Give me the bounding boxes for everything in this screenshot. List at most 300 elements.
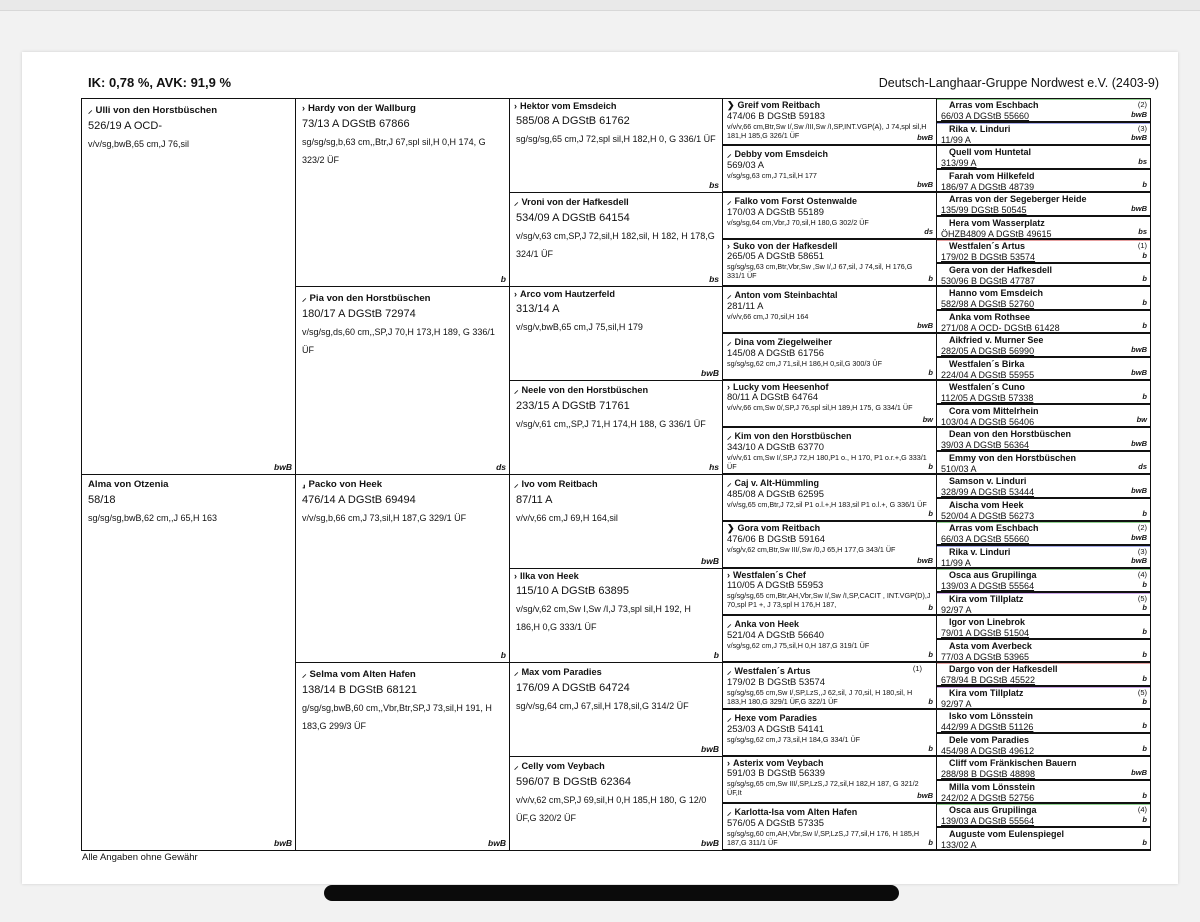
evaluation-tag: bwB — [917, 321, 933, 330]
dog-name — [949, 312, 1150, 323]
dog-name-text: Samson v. Linduri — [949, 476, 1027, 486]
dog-name-text: Asterix vom Veybach — [733, 758, 824, 768]
evaluation-tag: b — [713, 650, 719, 660]
registration-number: 80/11 A DGStB 64764 — [727, 391, 819, 402]
evaluation-tag: bwB — [1131, 556, 1147, 565]
pedigree-cell[interactable] — [509, 286, 723, 381]
pedigree-cell[interactable] — [936, 521, 1151, 546]
dog-name-text: Caj v. Alt-Hümmling — [734, 478, 820, 488]
dog-name-text: Rika v. Linduri — [949, 546, 1011, 557]
pedigree-cell[interactable] — [722, 521, 937, 569]
evaluation-tag: b — [928, 838, 933, 847]
pedigree-cell[interactable] — [509, 662, 723, 757]
dog-name-text: Greif vom Reitbach — [737, 100, 821, 110]
ancestor-number: (3) — [1137, 546, 1147, 556]
gender-symbol-icon: ⸝ — [727, 149, 732, 159]
registration-number: 39/03 A DGStB 56364 — [941, 440, 1030, 450]
pedigree-cell[interactable] — [936, 592, 1151, 617]
evaluation-tag: b — [1142, 791, 1147, 800]
pedigree-cell[interactable] — [936, 639, 1151, 664]
ancestor-number: (1) — [1137, 241, 1147, 250]
registration-number: 282/05 A DGStB 56990 — [941, 346, 1035, 356]
pedigree-cell[interactable] — [936, 216, 1151, 241]
dog-name — [514, 195, 722, 208]
highlight-line — [937, 593, 1150, 594]
gender-symbol-icon: ⸝ — [88, 105, 93, 115]
evaluation-tag: b — [1142, 650, 1147, 659]
registration-number: 186/97 A DGStB 48739 — [941, 181, 1035, 192]
dog-name — [88, 479, 295, 490]
pedigree-cell[interactable] — [936, 122, 1151, 147]
evaluation-tag: b — [1142, 321, 1147, 330]
dog-name-text: Osca aus Grupilinga — [949, 805, 1037, 815]
evaluation-tag: bs — [1138, 227, 1147, 236]
gender-symbol-icon: › — [727, 758, 730, 768]
pedigree-cell[interactable] — [936, 404, 1151, 429]
pedigree-cell[interactable] — [936, 756, 1151, 781]
dog-name-text: Hera vom Wasserplatz — [949, 217, 1045, 228]
evaluation-tag: b — [1142, 838, 1147, 847]
pedigree-cell[interactable] — [936, 192, 1151, 217]
dog-name-text: Cliff vom Fränkischen Bauern — [949, 758, 1077, 768]
performance-details: v/v/v,66 cm,Btr,Sw I/,Sw /III,Sw /I,SP,INT.VGP(A), J 74,spl sil,H 181,H 185,G 326/1 ÜF — [727, 122, 927, 140]
pedigree-cell[interactable] — [722, 568, 937, 616]
highlight-line — [937, 99, 1150, 100]
evaluation-tag: b — [928, 368, 933, 377]
dog-name-text: Anka von Heek — [734, 619, 800, 629]
dog-name-text: Alma von Otzenia — [88, 479, 169, 490]
registration-number: 11/99 A — [941, 557, 971, 568]
pedigree-cell[interactable] — [936, 803, 1151, 828]
dog-name — [949, 570, 1150, 581]
pedigree-cell[interactable] — [295, 474, 510, 663]
dog-name-text: Kim von den Horstbüschen — [734, 431, 852, 441]
performance-details: v/sg/sg,64 cm,Vbr,J 70,sil,H 180,G 302/2 ÜF — [727, 218, 869, 227]
dog-name-text: Ilka von Heek — [520, 571, 579, 581]
evaluation-tag: b — [1142, 297, 1147, 307]
performance-details: sg/sg/sg,bwB,62 cm,,J 65,H 163 — [88, 513, 218, 523]
registration-number: 115/10 A DGStB 63895 — [516, 585, 629, 597]
dog-name — [949, 594, 1150, 605]
dog-name-text: Westfalen´s Birka — [949, 358, 1025, 369]
dog-name — [949, 758, 1150, 769]
evaluation-tag: bwB — [1131, 109, 1147, 119]
gender-symbol-icon: ⸝ — [302, 293, 307, 303]
dog-name — [949, 429, 1150, 440]
performance-details: sg/sg/sg,b,63 cm,,Btr,J 67,spl sil,H 0,H 174, G 323/2 ÜF — [302, 137, 486, 165]
registration-number: 328/99 A DGStB 53444 — [941, 487, 1035, 497]
registration-number: 454/98 A DGStB 49612 — [941, 745, 1035, 756]
evaluation-tag: b — [500, 650, 506, 660]
evaluation-tag: b — [1142, 814, 1147, 824]
evaluation-tag: b — [1142, 626, 1147, 636]
dog-name — [949, 523, 1150, 534]
evaluation-tag: bwB — [701, 368, 719, 378]
dog-name-text: Suko von der Hafkesdell — [733, 241, 838, 251]
dog-name — [949, 829, 1150, 840]
gender-symbol-icon: ⸝ — [514, 385, 519, 395]
pedigree-cell[interactable] — [936, 263, 1151, 288]
ancestor-number: (5) — [1137, 687, 1147, 697]
pedigree-cell[interactable] — [936, 169, 1151, 194]
performance-details: v/v/sg,65 cm,Btr,J 72,sil P1 o.l.+,H 183,sil P1 o.l.+, G 336/1 ÜF — [727, 500, 927, 509]
evaluation-tag: b — [928, 650, 933, 659]
dog-name — [302, 479, 509, 490]
registration-number: 66/03 A DGStB 55660 — [941, 534, 1030, 544]
evaluation-tag: b — [1142, 697, 1147, 706]
pedigree-cell[interactable] — [722, 615, 937, 663]
evaluation-tag: bwB — [917, 180, 933, 189]
dog-name-text: Kira vom Tillplatz — [949, 687, 1024, 698]
gender-symbol-icon: › — [514, 101, 517, 111]
performance-details: v/sg/v,62 cm,Btr,Sw III/,Sw /0,J 65,H 177,G 343/1 ÜF — [727, 545, 896, 554]
registration-number: 520/04 A DGStB 56273 — [941, 510, 1035, 521]
dog-name — [949, 735, 1150, 746]
evaluation-tag: bw — [922, 415, 933, 424]
registration-number: 112/05 A DGStB 57338 — [941, 393, 1034, 403]
registration-number: 92/97 A — [941, 604, 972, 615]
pedigree-cell[interactable] — [722, 98, 937, 146]
highlight-line — [937, 240, 1150, 241]
dog-name-text: Dargo von der Hafkesdell — [949, 664, 1058, 674]
evaluation-tag: b — [928, 697, 933, 706]
registration-number: 313/14 A — [516, 303, 560, 315]
dog-name-text: Emmy von den Horstbüschen — [949, 452, 1077, 463]
pedigree-cell[interactable] — [722, 380, 937, 428]
registration-number: 596/07 B DGStB 62364 — [516, 776, 631, 788]
performance-details: v/sg/v,61 cm,,SP,J 71,H 174,H 188, G 336/1 ÜF — [516, 419, 706, 429]
pedigree-cell[interactable] — [936, 709, 1151, 734]
registration-number: 281/11 A — [727, 300, 764, 311]
registration-number: 135/99 DGStB 50545 — [941, 205, 1027, 215]
evaluation-tag: bwB — [274, 462, 292, 472]
pedigree-cell[interactable] — [722, 709, 937, 757]
registration-number: 179/02 B DGStB 53574 — [941, 252, 1036, 262]
gender-symbol-icon: › — [514, 289, 517, 299]
dog-name — [949, 359, 1150, 370]
dog-name-text: Falko vom Forst Ostenwalde — [734, 196, 858, 206]
pedigree-cell[interactable] — [81, 98, 296, 475]
dog-name-text: Neele von den Horstbüschen — [521, 385, 649, 395]
performance-details: v/sg/sg,62 cm,J 75,sil,H 0,H 187,G 319/1 ÜF — [727, 641, 870, 650]
highlight-line — [937, 687, 1150, 688]
evaluation-tag: ds — [496, 462, 506, 472]
evaluation-tag: ds — [924, 227, 933, 236]
dog-name-text: Milla vom Lönsstein — [949, 781, 1036, 792]
dog-name-text: Quell vom Huntetal — [949, 147, 1032, 157]
registration-number: 521/04 A DGStB 56640 — [727, 629, 824, 640]
registration-number: 58/18 — [88, 494, 116, 506]
evaluation-tag: bwB — [1131, 485, 1147, 495]
pedigree-cell[interactable] — [936, 827, 1151, 852]
pedigree-cell[interactable] — [936, 145, 1151, 170]
pedigree-cell[interactable] — [936, 615, 1151, 640]
performance-details: sg/sg/sg,65 cm,Btr,AH,Vbr,Sw I/,Sw /I,SP,CACIT , INT.VGP(D),J 70,spl P1 +, J 73,spl H 176,H 187, — [727, 591, 931, 609]
disclaimer: Alle Angaben ohne Gewähr — [82, 852, 198, 863]
registration-number: 313/99 A — [941, 158, 977, 168]
pedigree-cell[interactable] — [936, 686, 1151, 711]
dog-name — [949, 288, 1150, 299]
dog-name — [514, 383, 722, 396]
evaluation-tag: b — [1142, 274, 1147, 283]
dog-name — [949, 500, 1150, 511]
dog-name-text: Max vom Paradies — [521, 667, 602, 677]
registration-number: 582/98 A DGStB 52760 — [941, 299, 1035, 309]
dog-name — [949, 265, 1150, 276]
pedigree-cell[interactable] — [722, 239, 937, 287]
dog-name-text: Westfalen´s Artus — [949, 241, 1026, 251]
dog-name — [949, 476, 1150, 487]
pedigree-cell[interactable] — [936, 427, 1151, 452]
registration-number: 678/94 B DGStB 45522 — [941, 675, 1036, 685]
evaluation-tag: ds — [1138, 462, 1147, 471]
performance-details: sg/sg/sg,62 cm,J 71,sil,H 186,H 0,sil,G 300/3 ÜF — [727, 359, 882, 368]
registration-number: 77/03 A DGStB 53965 — [941, 651, 1030, 662]
dog-name-text: Aikfried v. Murner See — [949, 335, 1044, 345]
pedigree-cell[interactable] — [936, 333, 1151, 358]
registration-number: 170/03 A DGStB 55189 — [727, 206, 824, 217]
dog-name-text: Ulli von den Horstbüschen — [95, 105, 218, 116]
evaluation-tag: bwB — [1131, 133, 1147, 142]
dog-name — [514, 101, 722, 111]
pedigree-cell[interactable] — [936, 357, 1151, 382]
pedigree-cell[interactable] — [81, 474, 296, 851]
pedigree-cell[interactable] — [295, 662, 510, 851]
pedigree-cell[interactable] — [722, 427, 937, 475]
registration-number: 474/06 B DGStB 59183 — [727, 110, 825, 121]
ancestor-number: (1) — [912, 664, 922, 673]
inbreeding-coefficient: IK: 0,78 %, AVK: 91,9 % — [88, 75, 232, 90]
highlight-line — [937, 569, 1150, 570]
pedigree-cell[interactable] — [936, 568, 1151, 593]
registration-number: 233/15 A DGStB 71761 — [516, 400, 630, 412]
pedigree-cell[interactable] — [936, 310, 1151, 335]
gender-symbol-icon: ⸝ — [514, 197, 519, 207]
evaluation-tag: b — [1142, 744, 1147, 753]
performance-details: v/sg/v,62 cm,Sw I,Sw /I,J 73,spl sil,H 192, H 186,H 0,G 333/1 ÜF — [516, 604, 691, 632]
dog-name-text: Rika v. Linduri — [949, 123, 1011, 134]
dog-name — [949, 688, 1150, 699]
evaluation-tag: b — [1142, 673, 1147, 683]
pedigree-cell[interactable] — [509, 756, 723, 851]
evaluation-tag: bwB — [917, 133, 933, 142]
performance-details: v/v/v,66 cm,J 69,H 164,sil — [516, 513, 618, 523]
dog-name-text: Ivo vom Reitbach — [521, 479, 598, 489]
dog-name-text: Osca aus Grupilinga — [949, 570, 1037, 580]
dog-name — [302, 103, 509, 114]
evaluation-tag: bwB — [1131, 368, 1147, 377]
evaluation-tag: b — [1142, 603, 1147, 612]
evaluation-tag: bwB — [1131, 767, 1147, 777]
gender-symbol-icon: ⸝ — [727, 337, 732, 347]
registration-number: 476/14 A DGStB 69494 — [302, 494, 416, 506]
registration-number: 442/99 A DGStB 51126 — [941, 722, 1034, 732]
evaluation-tag: bwB — [701, 838, 719, 848]
registration-number: 73/13 A DGStB 67866 — [302, 118, 410, 130]
pedigree-cell[interactable] — [722, 662, 937, 710]
dog-name-text: Westfalen´s Artus — [734, 666, 811, 676]
dog-name — [949, 664, 1150, 675]
ancestor-number: (2) — [1137, 523, 1147, 532]
highlight-line — [937, 663, 1150, 664]
pedigree-cell[interactable] — [722, 474, 937, 522]
gender-symbol-icon: ⸝ — [514, 479, 519, 489]
gender-symbol-icon: ⸝ — [727, 619, 732, 629]
dog-name-text: Dina vom Ziegelweiher — [734, 337, 833, 347]
pedigree-cell[interactable] — [936, 98, 1151, 123]
evaluation-tag: b — [500, 274, 506, 284]
registration-number: 145/08 A DGStB 61756 — [727, 347, 824, 358]
top-bar — [0, 0, 1200, 11]
pedigree-cell[interactable] — [722, 803, 937, 851]
registration-number: 569/03 A — [727, 159, 765, 170]
dog-name — [949, 382, 1150, 393]
dog-name — [949, 335, 1150, 346]
performance-details: v/sg/v,bwB,65 cm,J 75,sil,H 179 — [516, 322, 643, 332]
dog-name-text: Selma vom Alten Hafen — [309, 669, 416, 680]
dog-name — [949, 124, 1150, 135]
registration-number: 534/09 A DGStB 64154 — [516, 212, 630, 224]
dog-name — [949, 805, 1150, 816]
pedigree-cell[interactable] — [936, 733, 1151, 758]
pedigree-cell[interactable] — [936, 498, 1151, 523]
performance-details: g/sg/sg,bwB,60 cm,,Vbr,Btr,SP,J 73,sil,H 191, H 183,G 299/3 ÜF — [302, 703, 492, 731]
gender-symbol-icon: ⸝ — [727, 713, 732, 723]
pedigree-cell[interactable] — [936, 474, 1151, 499]
evaluation-tag: bwB — [274, 838, 292, 848]
pedigree-cell[interactable] — [509, 380, 723, 475]
evaluation-tag: b — [928, 744, 933, 753]
dog-name-text: Anton vom Steinbachtal — [734, 290, 838, 300]
pedigree-cell[interactable] — [936, 545, 1151, 570]
evaluation-tag: bwB — [917, 556, 933, 565]
gender-symbol-icon: ⸝ — [727, 196, 732, 206]
dog-name-text: Pia von den Horstbüschen — [309, 293, 431, 304]
pedigree-cell[interactable] — [509, 98, 723, 193]
pedigree-cell[interactable] — [722, 192, 937, 240]
performance-details: sg/sg/sg,63 cm,Btr,Vbr,Sw ,Sw I/,J 67,sil, J 74,sil, H 176,G 331/1 ÜF — [727, 262, 913, 280]
dog-name-text: Gora vom Reitbach — [737, 523, 821, 533]
dog-name — [949, 641, 1150, 652]
registration-number: 180/17 A DGStB 72974 — [302, 308, 416, 320]
dog-name-text: Farah vom Hilkefeld — [949, 170, 1035, 181]
evaluation-tag: b — [928, 509, 933, 518]
evaluation-tag: b — [1142, 509, 1147, 518]
dog-name-text: Debby vom Emsdeich — [734, 149, 829, 159]
gender-symbol-icon: ⸝ — [727, 431, 732, 441]
registration-number: 485/08 A DGStB 62595 — [727, 488, 824, 499]
dog-name-text: Isko vom Lönsstein — [949, 711, 1034, 721]
performance-details: v/v/v,61 cm,Sw I/,SP,J 72,H 180,P1 o., H 170, P1 o.r.+,G 333/1 ÜF — [727, 453, 927, 471]
dog-name — [514, 665, 722, 678]
dog-name — [949, 617, 1150, 628]
gender-symbol-icon: ⸝ — [727, 478, 732, 488]
ancestor-number: (3) — [1137, 123, 1147, 133]
pedigree-cell[interactable] — [936, 451, 1151, 476]
gender-symbol-icon: › — [727, 241, 730, 251]
dog-name-text: Arras vom Eschbach — [949, 100, 1039, 110]
evaluation-tag: bwB — [917, 791, 933, 800]
pedigree-cell[interactable] — [509, 192, 723, 287]
pedigree-cell[interactable] — [509, 474, 723, 569]
highlight-line — [937, 123, 1150, 124]
registration-number: 288/98 B DGStB 48898 — [941, 769, 1036, 779]
dog-name-text: Karlotta-Isa vom Alten Hafen — [734, 807, 858, 817]
dog-name — [88, 103, 295, 116]
performance-details: sg/sg/sg,65 cm,Sw I/,SP,LzS,,J 62,sil, J 70,sil, H 180,sil, H 183,H 180,G 329/1 ÜF,G 322/1 ÜF — [727, 688, 913, 706]
evaluation-tag: bwB — [1131, 344, 1147, 354]
gender-symbol-icon: › — [302, 103, 305, 113]
dog-name-text: Arco vom Hautzerfeld — [520, 289, 615, 299]
registration-number: 242/02 A DGStB 52756 — [941, 792, 1035, 803]
evaluation-tag: b — [1142, 391, 1147, 401]
pedigree-cell[interactable] — [295, 286, 510, 475]
performance-details: v/sg/sg,ds,60 cm,,SP,J 70,H 173,H 189, G 336/1 ÜF — [302, 327, 495, 355]
registration-number: 224/04 A DGStB 55955 — [941, 369, 1035, 380]
highlight-line — [937, 804, 1150, 805]
pedigree-cell[interactable] — [722, 756, 937, 804]
dog-name — [514, 477, 722, 490]
pedigree-cell[interactable] — [936, 286, 1151, 311]
gender-symbol-icon: › — [514, 571, 517, 581]
dog-name — [949, 547, 1150, 558]
registration-number: 139/03 A DGStB 55564 — [941, 581, 1035, 591]
evaluation-tag: b — [1142, 250, 1147, 260]
registration-number: 271/08 A OCD- DGStB 61428 — [941, 322, 1060, 333]
pedigree-cell[interactable] — [722, 286, 937, 334]
registration-number: 343/10 A DGStB 63770 — [727, 441, 824, 452]
pedigree-cell[interactable] — [936, 380, 1151, 405]
registration-number: 110/05 A DGStB 55953 — [727, 579, 824, 590]
ancestor-number: (2) — [1137, 100, 1147, 109]
evaluation-tag: bs — [709, 180, 719, 190]
pedigree-cell[interactable] — [509, 568, 723, 663]
home-indicator[interactable] — [324, 885, 899, 901]
dog-name-text: Packo von Heek — [308, 479, 383, 490]
ancestor-number: (5) — [1137, 593, 1147, 603]
pedigree-cell[interactable] — [936, 780, 1151, 805]
evaluation-tag: bwB — [488, 838, 506, 848]
evaluation-tag: bs — [709, 274, 719, 284]
ancestor-number: (4) — [1137, 570, 1147, 579]
dog-name-text: Aischa vom Heek — [949, 499, 1024, 510]
evaluation-tag: b — [928, 462, 933, 471]
pedigree-cell[interactable] — [722, 333, 937, 381]
gender-symbol-icon: ⸝ — [514, 761, 519, 771]
registration-number: 103/04 A DGStB 56406 — [941, 416, 1035, 427]
pedigree-cell[interactable] — [936, 662, 1151, 687]
dog-name — [949, 194, 1150, 205]
pedigree-cell[interactable] — [722, 145, 937, 193]
gender-symbol-icon: ⸝ — [727, 290, 732, 300]
dog-name — [949, 171, 1150, 182]
performance-details: v/v/sg,bwB,65 cm,J 76,sil — [88, 139, 190, 149]
registration-number: 139/03 A DGStB 55564 — [941, 816, 1035, 826]
pedigree-cell[interactable] — [936, 239, 1151, 264]
dog-name-text: Asta vom Averbeck — [949, 640, 1032, 651]
gender-symbol-icon: ⸥ — [302, 479, 306, 489]
evaluation-tag: bwB — [1131, 438, 1147, 448]
highlight-line — [937, 546, 1150, 547]
registration-number: 265/05 A DGStB 58651 — [727, 250, 824, 261]
evaluation-tag: b — [1142, 720, 1147, 730]
gender-symbol-icon: › — [727, 570, 730, 580]
pedigree-cell[interactable] — [295, 98, 510, 287]
registration-number: 66/03 A DGStB 55660 — [941, 111, 1030, 121]
dog-name-text: Hardy von der Wallburg — [308, 103, 416, 114]
registration-number: 138/14 B DGStB 68121 — [302, 684, 417, 696]
registration-number: 510/03 A — [941, 463, 977, 474]
